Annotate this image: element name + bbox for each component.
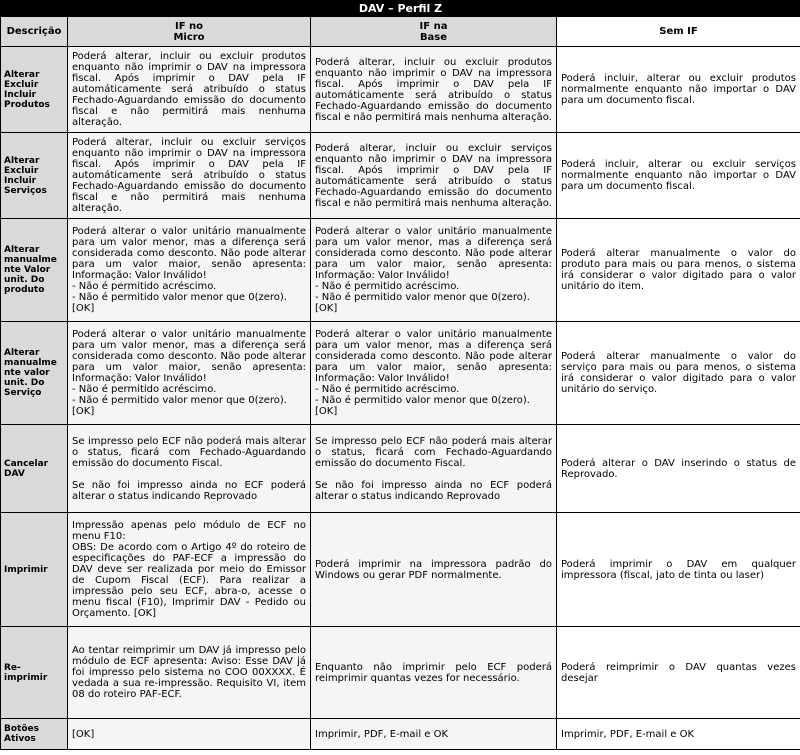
cell-if-micro: Poderá alterar, incluir ou excluir produtos enquanto não imprimir o DAV na impressora fiscal. Após imprimir o DAV pela IF automáticamente será atribuído o status Fechado-Aguardando emissão do documento fiscal e não permitirá mais nenhuma alteração.: [68, 47, 311, 133]
cell-if-base: Poderá alterar o valor unitário manualmente para um valor menor, mas a diferença será considerada como desconto. Não pode alterar para um valor maior, senão apresenta: Informação: Valor Inválido! - Não é permitido acréscimo. - Não é permitido valor menor que 0(zero). [OK]: [311, 219, 557, 322]
cell-sem-if: Imprimir, PDF, E-mail e OK: [557, 719, 800, 750]
cell-if-base: Poderá imprimir na impressora padrão do Windows ou gerar PDF normalmente.: [311, 513, 557, 627]
table-row: [1, 513, 800, 627]
cell-if-base: Poderá alterar o valor unitário manualmente para um valor menor, mas a diferença será considerada como desconto. Não pode alterar para um valor maior, senão apresenta: Informação: Valor Inválido! - Não é permitido acréscimo. - Não é permitido valor menor que 0(zero). [OK]: [311, 322, 557, 425]
table-row: [1, 627, 800, 719]
row-label: Imprimir: [1, 513, 68, 627]
row-label: Re- imprimir: [1, 627, 68, 719]
row-label: Alterar Excluir Incluir Produtos: [1, 47, 68, 133]
cell-sem-if: Poderá reimprimir o DAV quantas vezes desejar: [557, 627, 800, 719]
table-row: [1, 133, 800, 219]
cell-if-micro: Poderá alterar, incluir ou excluir serviços enquanto não imprimir o DAV na impressora fiscal. Após imprimir o DAV pela IF automáticamente será atribuído o status Fechado-Aguardando emissão do documento fiscal e não permitirá mais nenhuma alteração.: [68, 133, 311, 219]
row-label: Botões Ativos: [1, 719, 68, 750]
cell-if-micro: Se impresso pelo ECF não poderá mais alterar o status, ficará com Fechado-Aguardando emissão do documento Fiscal. Se não foi impresso ainda no ECF poderá alterar o status indicando Reprovado: [68, 425, 311, 513]
cell-if-base: Imprimir, PDF, E-mail e OK: [311, 719, 557, 750]
cell-sem-if: Poderá incluir, alterar ou excluir serviços normalmente enquanto não importar o DAV para um documento fiscal.: [557, 133, 800, 219]
cell-if-micro: Impressão apenas pelo módulo de ECF no menu F10: OBS: De acordo com o Artigo 4º do roteiro de especificações do PAF-ECF a impressão do DAV deve ser realizada por meio do Emissor de Cupom Fiscal (ECF). Para realizar a impressão pelo seu ECF, abra-o, acesse o menu fiscal (F10), Imprimir DAV - Pedido ou Orçamento. [OK]: [68, 513, 311, 627]
header-if-micro: IF no Micro: [68, 17, 311, 47]
header-sem-if: Sem IF: [557, 17, 800, 47]
row-label: Alterar manualme nte Valor unit. Do produto: [1, 219, 68, 322]
cell-if-micro: Poderá alterar o valor unitário manualmente para um valor menor, mas a diferença será considerada como desconto. Não pode alterar para um valor maior, senão apresenta: Informação: Valor Inválido! - Não é permitido acréscimo. - Não é permitido valor menor que 0(zero). [OK]: [68, 322, 311, 425]
table-row: [1, 219, 800, 322]
table-row: [1, 425, 800, 513]
cell-sem-if: Poderá alterar manualmente o valor do serviço para mais ou para menos, o sistema irá considerar o valor digitado para o valor unitário do serviço.: [557, 322, 800, 425]
row-label: Alterar manualme nte valor unit. Do Serviço: [1, 322, 68, 425]
row-label: Cancelar DAV: [1, 425, 68, 513]
cell-sem-if: Poderá alterar manualmente o valor do produto para mais ou para menos, o sistema irá considerar o valor digitado para o valor unitário do item.: [557, 219, 800, 322]
cell-if-micro: Poderá alterar o valor unitário manualmente para um valor menor, mas a diferença será considerada como desconto. Não pode alterar para um valor maior, senão apresenta: Informação: Valor Inválido! - Não é permitido acréscimo. - Não é permitido valor menor que 0(zero). [OK]: [68, 219, 311, 322]
row-label: Alterar Excluir Incluir Serviços: [1, 133, 68, 219]
table-row: [1, 47, 800, 133]
cell-if-micro: Ao tentar reimprimir um DAV já impresso pelo módulo de ECF apresenta: Aviso: Esse DAV já foi impresso pelo sistema no COO 00XXXX. É vedada a sua re-impressão. Requisito VI, item 08 do roteiro PAF-ECF.: [68, 627, 311, 719]
cell-sem-if: Poderá imprimir o DAV em qualquer impressora (fiscal, jato de tinta ou laser): [557, 513, 800, 627]
cell-sem-if: Poderá incluir, alterar ou excluir produtos normalmente enquanto não importar o DAV para um documento fiscal.: [557, 47, 800, 133]
cell-if-base: Enquanto não imprimir pelo ECF poderá reimprimir quantas vezes for necessário.: [311, 627, 557, 719]
header-if-base: IF na Base: [311, 17, 557, 47]
cell-if-base: Se impresso pelo ECF não poderá mais alterar o status, ficará com Fechado-Aguardando emissão do documento Fiscal. Se não foi impresso ainda no ECF poderá alterar o status indicando Reprovado: [311, 425, 557, 513]
cell-if-base: Poderá alterar, incluir ou excluir serviços enquanto não imprimir o DAV na impressora fiscal. Após imprimir o DAV pela IF automáticamente será atribuído o status Fechado-Aguardando emissão do documento fiscal e não permitirá mais nenhuma alteração.: [311, 133, 557, 219]
cell-sem-if: Poderá alterar o DAV inserindo o status de Reprovado.: [557, 425, 800, 513]
table-row: [1, 322, 800, 425]
table-row: [1, 719, 800, 750]
table-title: DAV – Perfil Z: [1, 1, 800, 17]
cell-if-micro: [OK]: [68, 719, 311, 750]
header-descricao: Descrição: [1, 17, 68, 47]
cell-if-base: Poderá alterar, incluir ou excluir produtos enquanto não imprimir o DAV na impressora fiscal. Após imprimir o DAV pela IF automáticamente será atribuído o status Fechado-Aguardando emissão do documento fiscal e não permitirá mais nenhuma alteração.: [311, 47, 557, 133]
